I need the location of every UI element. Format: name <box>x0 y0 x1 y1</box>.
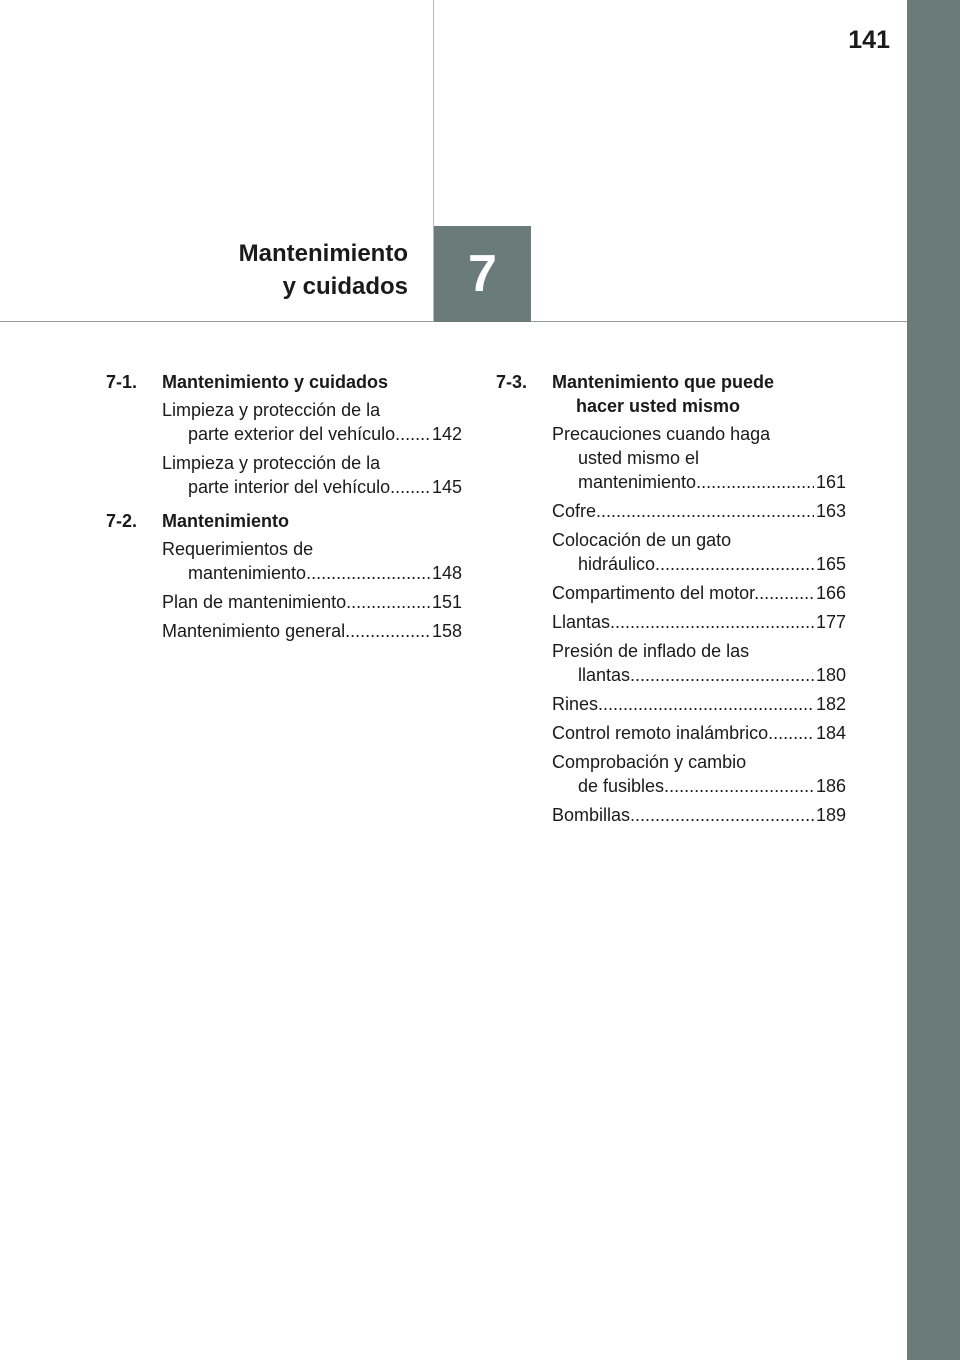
entry-line: Precauciones cuando haga <box>552 424 771 444</box>
entry-page: 180 <box>815 665 846 685</box>
dot-leader <box>596 499 814 523</box>
entry-page: 158 <box>431 621 462 641</box>
toc-entry[interactable] <box>162 619 462 643</box>
toc-column-left <box>106 370 462 653</box>
entry-line: hidráulico <box>578 554 656 574</box>
entry-line: Rines <box>552 694 599 714</box>
section-title <box>162 509 462 533</box>
entry-line: Requerimientos de <box>162 539 314 559</box>
chapter-title-line: Mantenimiento <box>238 240 408 267</box>
entry-line: Plan de mantenimiento <box>162 592 347 612</box>
dot-leader <box>630 663 814 687</box>
entry-page: 184 <box>815 723 846 743</box>
toc-entry[interactable] <box>162 590 462 614</box>
dot-leader <box>759 581 814 605</box>
section-title <box>552 370 846 418</box>
toc-entry[interactable] <box>552 692 846 716</box>
dot-leader <box>598 692 814 716</box>
section-number: 7-3. <box>496 372 528 392</box>
entry-line: parte interior del vehículo <box>188 477 391 497</box>
toc-entry[interactable] <box>552 639 846 687</box>
section-number: 7-2. <box>106 511 138 531</box>
dot-leader <box>311 561 430 585</box>
entry-line: Mantenimiento general <box>162 621 346 641</box>
chapter-side-tab <box>907 0 960 1360</box>
toc-entry[interactable] <box>552 750 846 798</box>
toc-entry[interactable] <box>552 581 846 605</box>
entry-page: 189 <box>815 805 846 825</box>
dot-leader <box>696 470 814 494</box>
toc-entry[interactable] <box>552 499 846 523</box>
toc-section <box>496 370 846 827</box>
chapter-number-box: 7 <box>434 226 531 322</box>
dot-leader <box>655 552 814 576</box>
section-number: 7-1. <box>106 372 138 392</box>
toc-entry[interactable] <box>162 537 462 585</box>
section-title-line: Mantenimiento y cuidados <box>162 372 389 392</box>
entry-page: 166 <box>815 583 846 603</box>
dot-leader <box>345 619 430 643</box>
toc-entry[interactable] <box>162 398 462 446</box>
toc-entry[interactable] <box>552 803 846 827</box>
entry-page: 151 <box>431 592 462 612</box>
dot-leader <box>395 422 430 446</box>
entry-line: de fusibles. <box>578 776 670 796</box>
section-title-line: Mantenimiento <box>162 511 290 531</box>
entry-page: 142 <box>431 424 462 444</box>
entry-line: Presión de inflado de las <box>552 641 750 661</box>
toc-section <box>106 370 462 499</box>
section-title-line: hacer usted mismo <box>576 396 741 416</box>
entry-line: Control remoto inalámbrico <box>552 723 769 743</box>
entry-line: Comprobación y cambio <box>552 752 747 772</box>
toc-section <box>106 509 462 643</box>
dot-leader <box>615 610 814 634</box>
entry-line: Cofre <box>552 501 597 521</box>
entry-line: Compartimento del motor. <box>552 583 760 603</box>
toc-column-right <box>496 370 846 837</box>
entry-line: Colocación de un gato <box>552 530 732 550</box>
entry-page: 148 <box>431 563 462 583</box>
entry-page: 186 <box>815 776 846 796</box>
entry-line: parte exterior del vehículo <box>188 424 396 444</box>
entry-page: 161 <box>815 472 846 492</box>
toc-entry[interactable] <box>552 422 846 494</box>
chapter-title <box>239 237 408 303</box>
entry-line: Limpieza y protección de la <box>162 400 381 420</box>
entry-page: 165 <box>815 554 846 574</box>
entry-page: 145 <box>431 477 462 497</box>
toc-entry[interactable] <box>552 721 846 745</box>
dot-leader <box>390 475 430 499</box>
page-number: 141 <box>848 26 890 54</box>
dot-leader <box>768 721 814 745</box>
entry-line: mantenimiento. <box>188 563 312 583</box>
entry-line: Bombillas. <box>552 805 636 825</box>
dot-leader <box>635 803 814 827</box>
entry-line: Llantas. <box>552 612 616 632</box>
entry-line: mantenimiento <box>578 472 697 492</box>
section-title <box>162 370 462 394</box>
entry-page: 163 <box>815 501 846 521</box>
entry-page: 177 <box>815 612 846 632</box>
entry-line: usted mismo el <box>578 448 700 468</box>
toc-entry[interactable] <box>552 610 846 634</box>
toc-entry[interactable] <box>162 451 462 499</box>
dot-leader <box>669 774 814 798</box>
section-title-line: Mantenimiento que puede <box>552 372 775 392</box>
dot-leader <box>346 590 430 614</box>
chapter-title-line: y cuidados <box>282 273 408 300</box>
entry-line: llantas <box>578 665 631 685</box>
entry-page: 182 <box>815 694 846 714</box>
entry-line: Limpieza y protección de la <box>162 453 381 473</box>
toc-entry[interactable] <box>552 528 846 576</box>
